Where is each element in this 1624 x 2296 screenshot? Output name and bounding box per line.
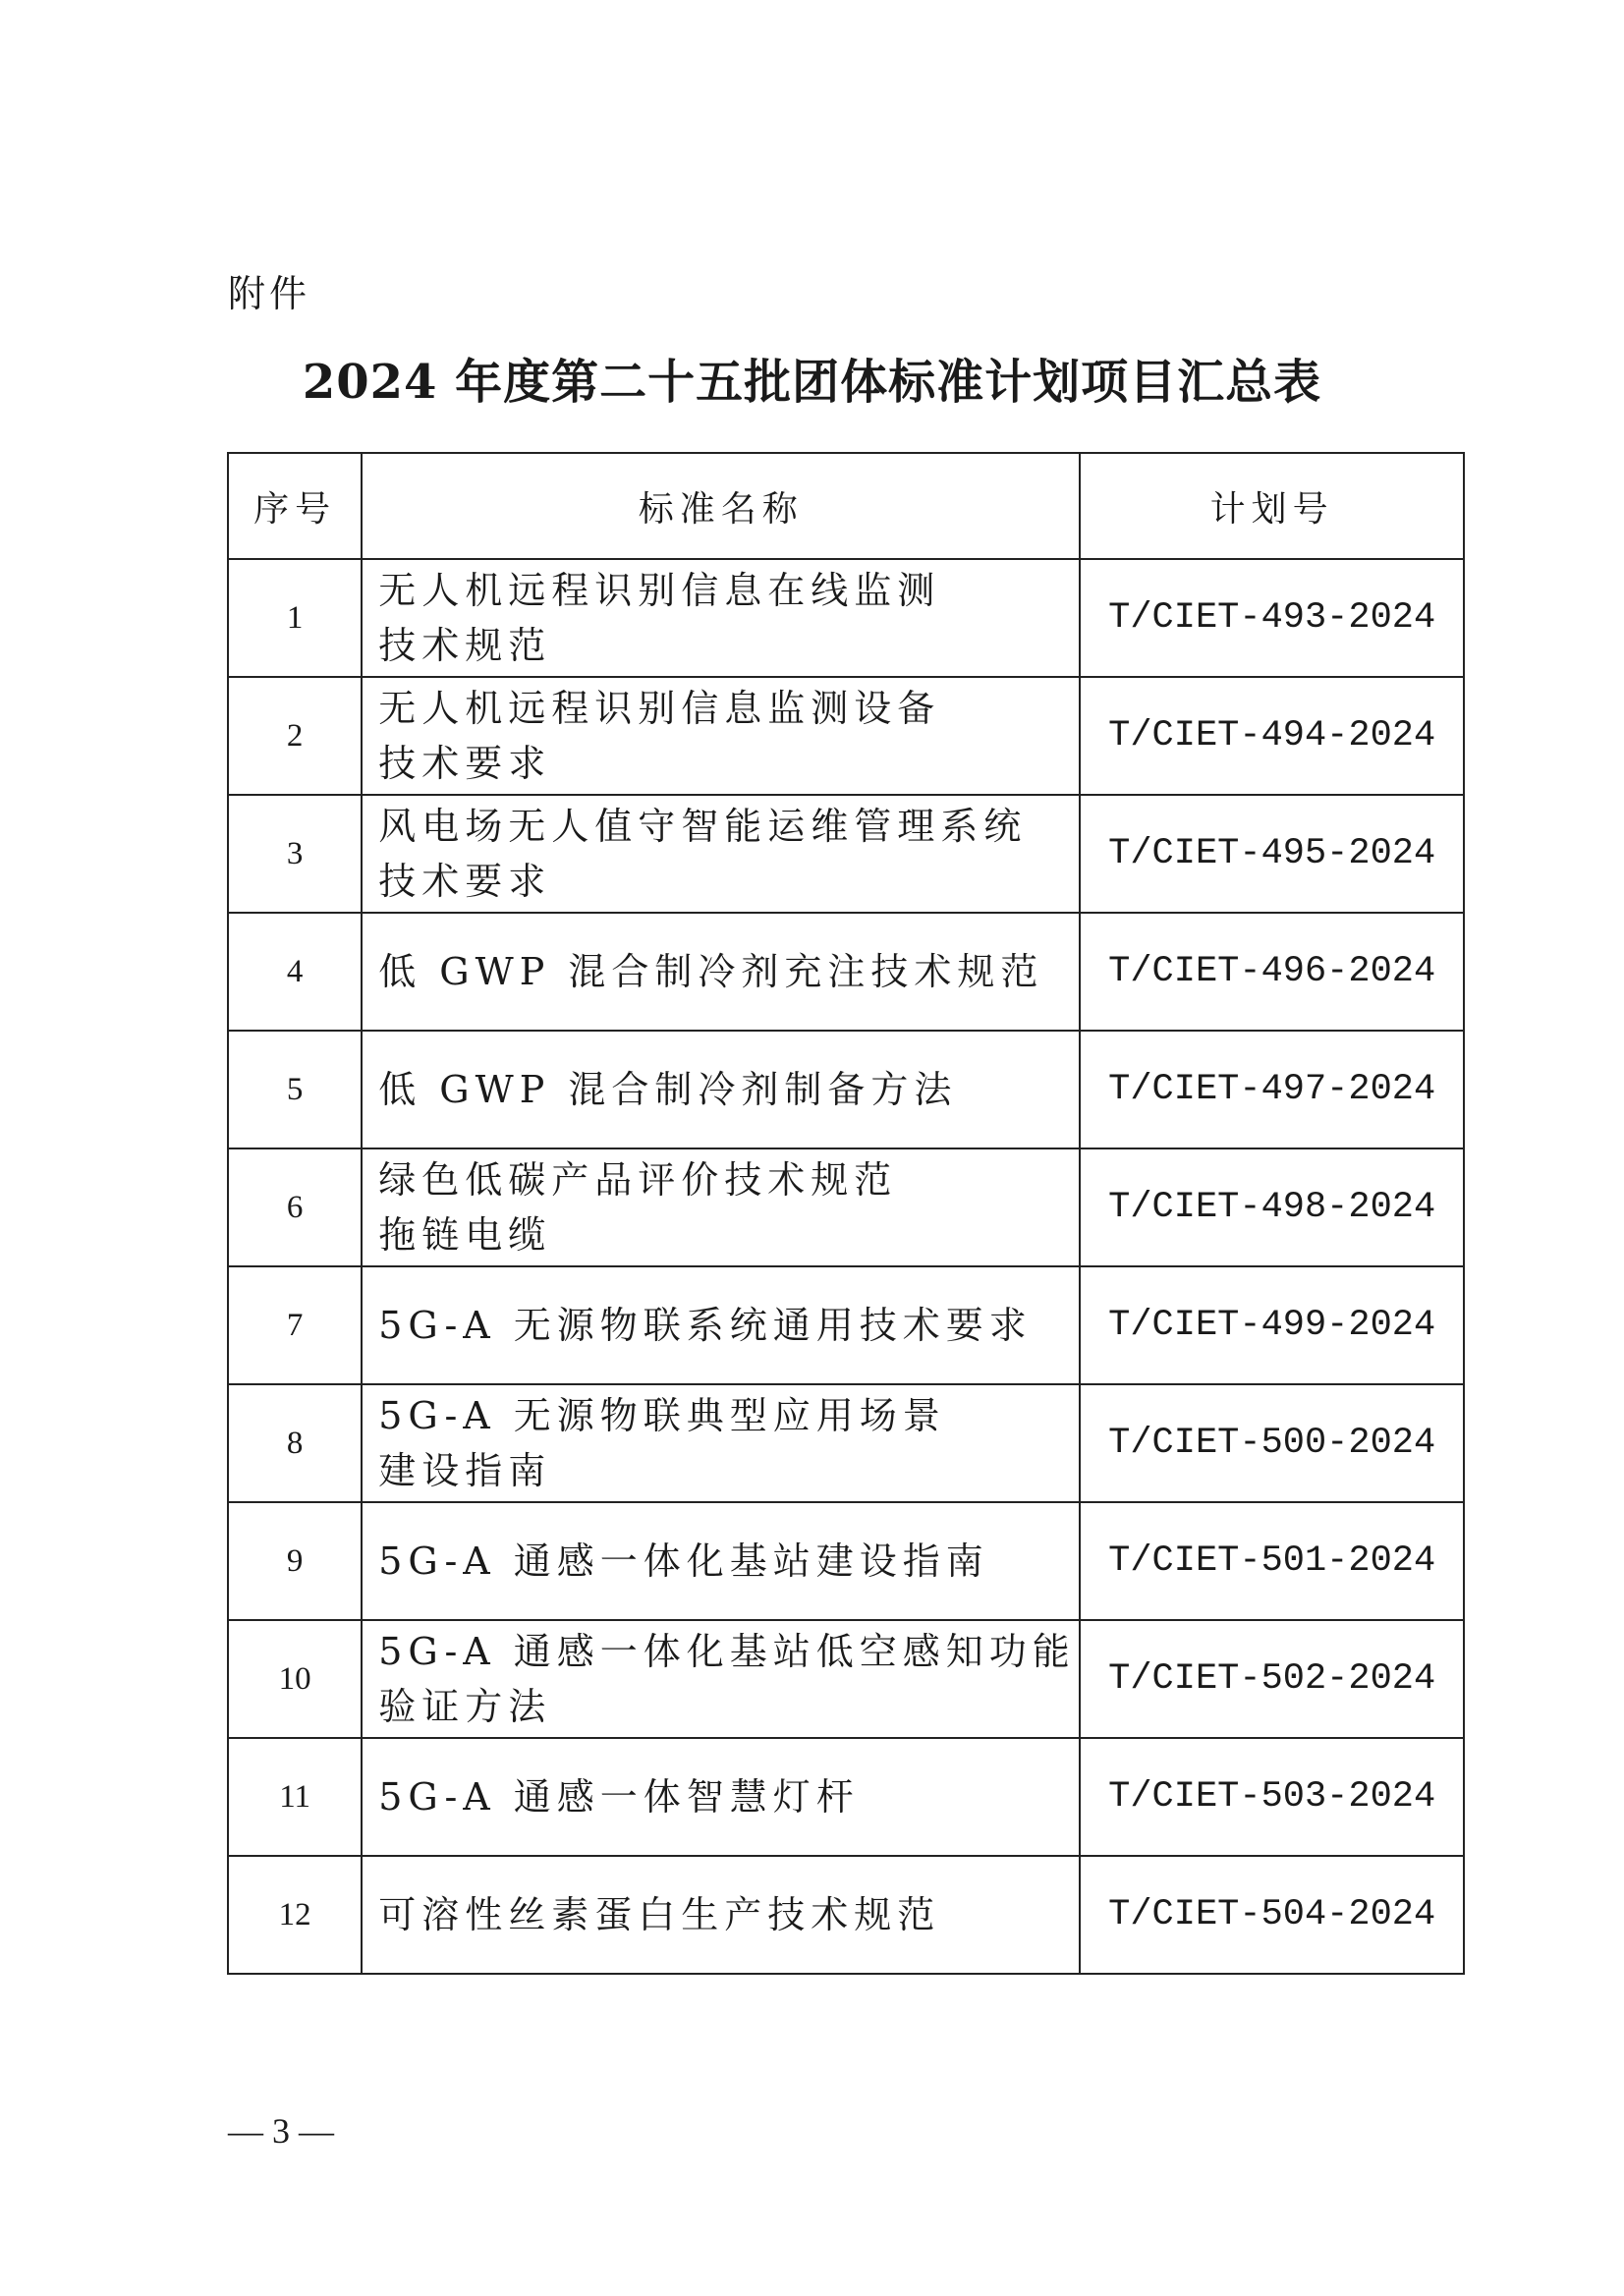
table-row bbox=[228, 1266, 1464, 1384]
document-title: 2024 年度第二十五批团体标准计划项目汇总表 bbox=[302, 355, 1322, 410]
standard-name-line: 可溶性丝素蛋白生产技术规范 bbox=[378, 1893, 941, 1936]
standard-name-line: 低 GWP 混合制冷剂制备方法 bbox=[378, 1068, 958, 1111]
row-standard-name bbox=[362, 1384, 1080, 1502]
row-plan-number: T/CIET-504-2024 bbox=[1080, 1856, 1464, 1974]
standard-name-line: 技术要求 bbox=[378, 742, 552, 785]
row-plan-number: T/CIET-501-2024 bbox=[1080, 1502, 1464, 1620]
row-standard-name bbox=[362, 913, 1080, 1031]
standard-name-line: 验证方法 bbox=[378, 1685, 552, 1728]
row-index: 7 bbox=[228, 1266, 362, 1384]
row-index: 10 bbox=[228, 1620, 362, 1738]
row-plan-number: T/CIET-493-2024 bbox=[1080, 559, 1464, 677]
standard-name-line: 5G-A 无源物联系统通用技术要求 bbox=[378, 1304, 1033, 1347]
header-plan-number: 计划号 bbox=[1080, 453, 1464, 559]
row-standard-name bbox=[362, 1148, 1080, 1266]
standard-name-line: 拖链电缆 bbox=[378, 1213, 552, 1257]
row-standard-name bbox=[362, 1266, 1080, 1384]
row-index: 8 bbox=[228, 1384, 362, 1502]
table-row bbox=[228, 559, 1464, 677]
table-row bbox=[228, 1031, 1464, 1148]
row-index: 4 bbox=[228, 913, 362, 1031]
row-index: 1 bbox=[228, 559, 362, 677]
row-plan-number: T/CIET-500-2024 bbox=[1080, 1384, 1464, 1502]
row-index: 11 bbox=[228, 1738, 362, 1856]
row-plan-number: T/CIET-494-2024 bbox=[1080, 677, 1464, 795]
row-plan-number: T/CIET-502-2024 bbox=[1080, 1620, 1464, 1738]
standard-name-line: 5G-A 无源物联典型应用场景 bbox=[378, 1394, 946, 1437]
standard-name-line: 风电场无人值守智能运维管理系统 bbox=[378, 805, 1028, 848]
table-row bbox=[228, 1502, 1464, 1620]
standard-name-line: 5G-A 通感一体化基站低空感知功能 bbox=[378, 1630, 1076, 1673]
row-index: 5 bbox=[228, 1031, 362, 1148]
row-plan-number: T/CIET-498-2024 bbox=[1080, 1148, 1464, 1266]
row-plan-number: T/CIET-495-2024 bbox=[1080, 795, 1464, 913]
row-standard-name bbox=[362, 677, 1080, 795]
standard-name-line: 5G-A 通感一体智慧灯杆 bbox=[378, 1775, 860, 1819]
table-row bbox=[228, 1620, 1464, 1738]
row-standard-name bbox=[362, 1620, 1080, 1738]
standard-name-line: 技术要求 bbox=[378, 860, 552, 903]
table-row bbox=[228, 913, 1464, 1031]
row-index: 3 bbox=[228, 795, 362, 913]
header-index: 序号 bbox=[228, 453, 362, 559]
attachment-label: 附件 bbox=[228, 272, 311, 315]
standard-name-line: 绿色低碳产品评价技术规范 bbox=[378, 1158, 898, 1202]
standard-name-line: 5G-A 通感一体化基站建设指南 bbox=[378, 1540, 989, 1583]
row-plan-number: T/CIET-499-2024 bbox=[1080, 1266, 1464, 1384]
page-number: — 3 — bbox=[228, 2111, 334, 2151]
table-row bbox=[228, 1148, 1464, 1266]
row-plan-number: T/CIET-497-2024 bbox=[1080, 1031, 1464, 1148]
standard-name-line: 无人机远程识别信息监测设备 bbox=[378, 687, 941, 730]
row-standard-name bbox=[362, 1031, 1080, 1148]
standards-plan-table bbox=[227, 452, 1465, 1975]
standard-name-line: 技术规范 bbox=[378, 624, 552, 667]
table-body bbox=[228, 559, 1464, 1974]
row-standard-name bbox=[362, 1738, 1080, 1856]
row-plan-number: T/CIET-503-2024 bbox=[1080, 1738, 1464, 1856]
row-index: 9 bbox=[228, 1502, 362, 1620]
row-standard-name bbox=[362, 559, 1080, 677]
row-index: 12 bbox=[228, 1856, 362, 1974]
table-row bbox=[228, 1738, 1464, 1856]
row-standard-name bbox=[362, 1502, 1080, 1620]
table-row bbox=[228, 1856, 1464, 1974]
standard-name-line: 建设指南 bbox=[378, 1449, 552, 1492]
row-index: 6 bbox=[228, 1148, 362, 1266]
standard-name-line: 低 GWP 混合制冷剂充注技术规范 bbox=[378, 950, 1044, 993]
header-standard-name: 标准名称 bbox=[362, 453, 1080, 559]
table-row bbox=[228, 1384, 1464, 1502]
row-plan-number: T/CIET-496-2024 bbox=[1080, 913, 1464, 1031]
row-standard-name bbox=[362, 1856, 1080, 1974]
table-header-row bbox=[228, 453, 1464, 559]
table-row bbox=[228, 795, 1464, 913]
standard-name-line: 无人机远程识别信息在线监测 bbox=[378, 569, 941, 612]
row-standard-name bbox=[362, 795, 1080, 913]
table-row bbox=[228, 677, 1464, 795]
row-index: 2 bbox=[228, 677, 362, 795]
